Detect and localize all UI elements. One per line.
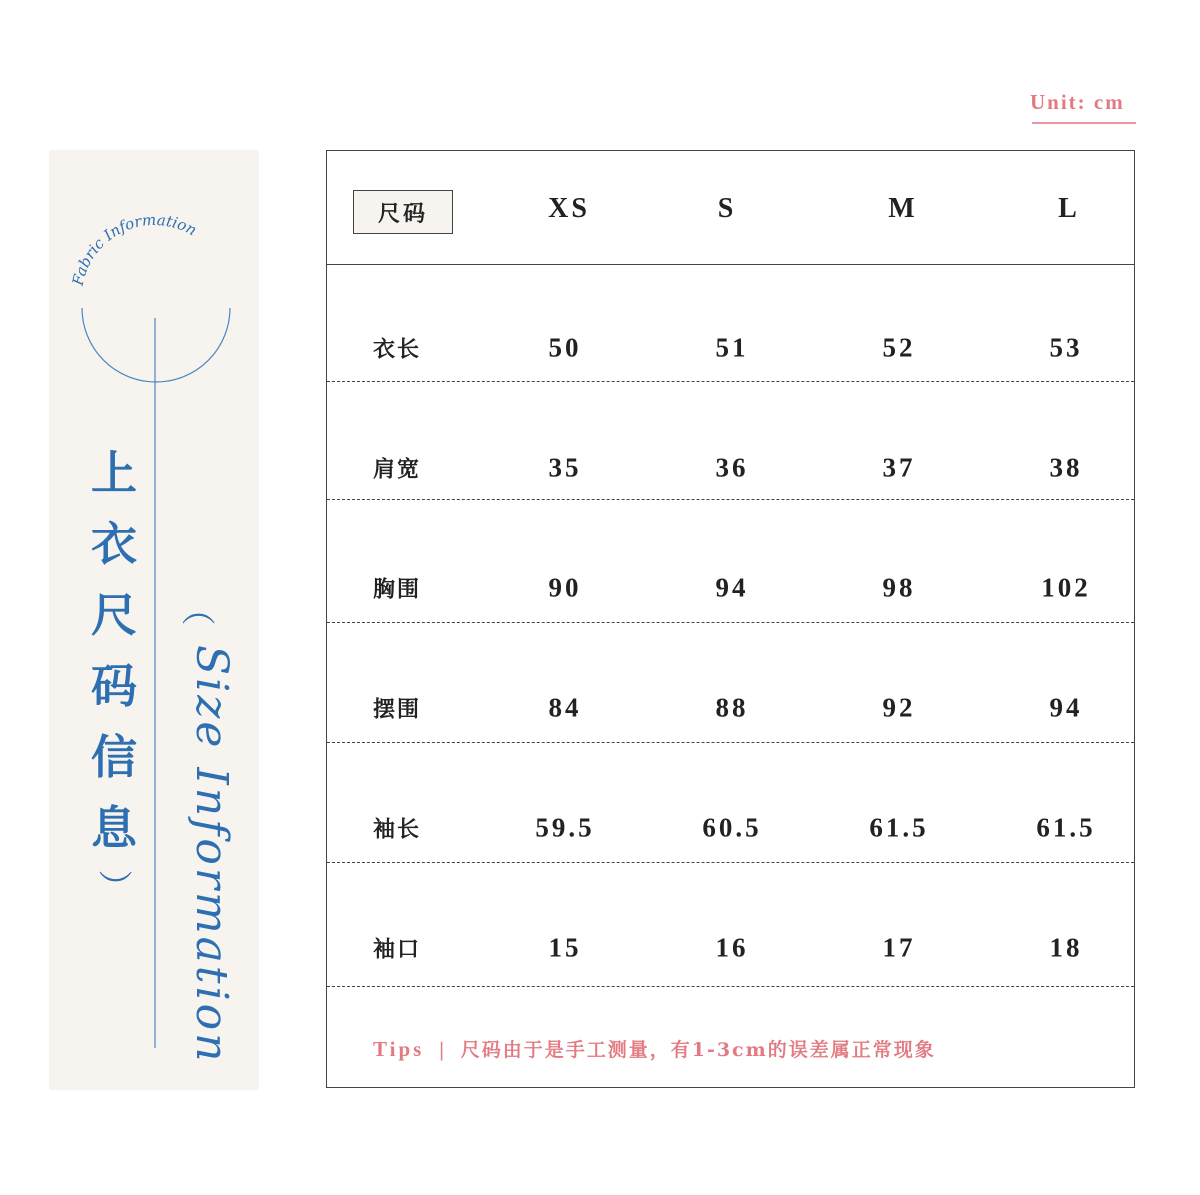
table-cell: 92 — [882, 692, 916, 723]
table-cell: 84 — [548, 692, 582, 723]
sidebar-subtitle: Size Information — [186, 645, 237, 1065]
row-label: 肩宽 — [373, 456, 422, 483]
table-cell: 88 — [715, 692, 749, 723]
size-header: XS — [548, 193, 590, 224]
table-cell: 60.5 — [702, 812, 762, 843]
table-cell: 50 — [548, 332, 582, 363]
sidebar-title — [86, 438, 142, 864]
title-char: 上 — [91, 446, 137, 500]
header-label: 尺码 — [353, 190, 453, 234]
row-label: 摆围 — [373, 696, 422, 723]
table-cell: 37 — [882, 452, 916, 483]
table-cell: 61.5 — [1036, 812, 1096, 843]
row-divider — [327, 499, 1134, 500]
unit-label: Unit: cm — [1030, 90, 1125, 114]
row-label: 袖口 — [373, 936, 422, 963]
title-char: 码 — [91, 659, 137, 713]
size-header: M — [888, 193, 918, 224]
table-cell: 94 — [715, 572, 749, 603]
table-cell: 51 — [715, 332, 749, 363]
title-char: 尺 — [91, 588, 137, 642]
title-char: 衣 — [91, 517, 137, 571]
tips-text: 尺码由于是手工测量，有1-3cm的误差属正常现象 — [460, 1039, 936, 1061]
table-cell: 98 — [882, 572, 916, 603]
paren-close: ） — [93, 869, 134, 904]
table-cell: 52 — [882, 332, 916, 363]
title-char: 息 — [91, 801, 137, 855]
table-cell: 35 — [548, 452, 582, 483]
size-table — [326, 150, 1135, 1088]
table-cell: 59.5 — [535, 812, 595, 843]
unit-underline — [1032, 122, 1136, 124]
table-cell: 53 — [1049, 332, 1083, 363]
row-divider — [327, 986, 1134, 987]
size-header: S — [717, 193, 737, 224]
table-cell: 17 — [882, 932, 916, 963]
tips-separator: | — [438, 1039, 447, 1061]
row-divider — [327, 742, 1134, 743]
table-cell: 102 — [1041, 572, 1091, 603]
half-circle-line — [82, 308, 230, 382]
table-cell: 15 — [548, 932, 582, 963]
tips-label: Tips — [373, 1037, 425, 1061]
row-label: 胸围 — [373, 576, 422, 603]
row-divider — [327, 381, 1134, 382]
table-cell: 38 — [1049, 452, 1083, 483]
table-cell: 18 — [1049, 932, 1083, 963]
table-header — [327, 151, 1134, 265]
table-cell: 94 — [1049, 692, 1083, 723]
table-cell: 16 — [715, 932, 749, 963]
row-label: 袖长 — [373, 816, 422, 843]
arc-text: Fabric Information — [68, 210, 200, 288]
row-divider — [327, 862, 1134, 863]
table-cell: 61.5 — [869, 812, 929, 843]
size-header: L — [1058, 193, 1080, 224]
title-char: 信 — [91, 730, 137, 784]
table-cell: 90 — [548, 572, 582, 603]
row-label: 衣长 — [373, 336, 422, 363]
paren-open: （ — [176, 591, 217, 626]
tips-note — [373, 1035, 936, 1062]
row-divider — [327, 622, 1134, 623]
table-cell: 36 — [715, 452, 749, 483]
